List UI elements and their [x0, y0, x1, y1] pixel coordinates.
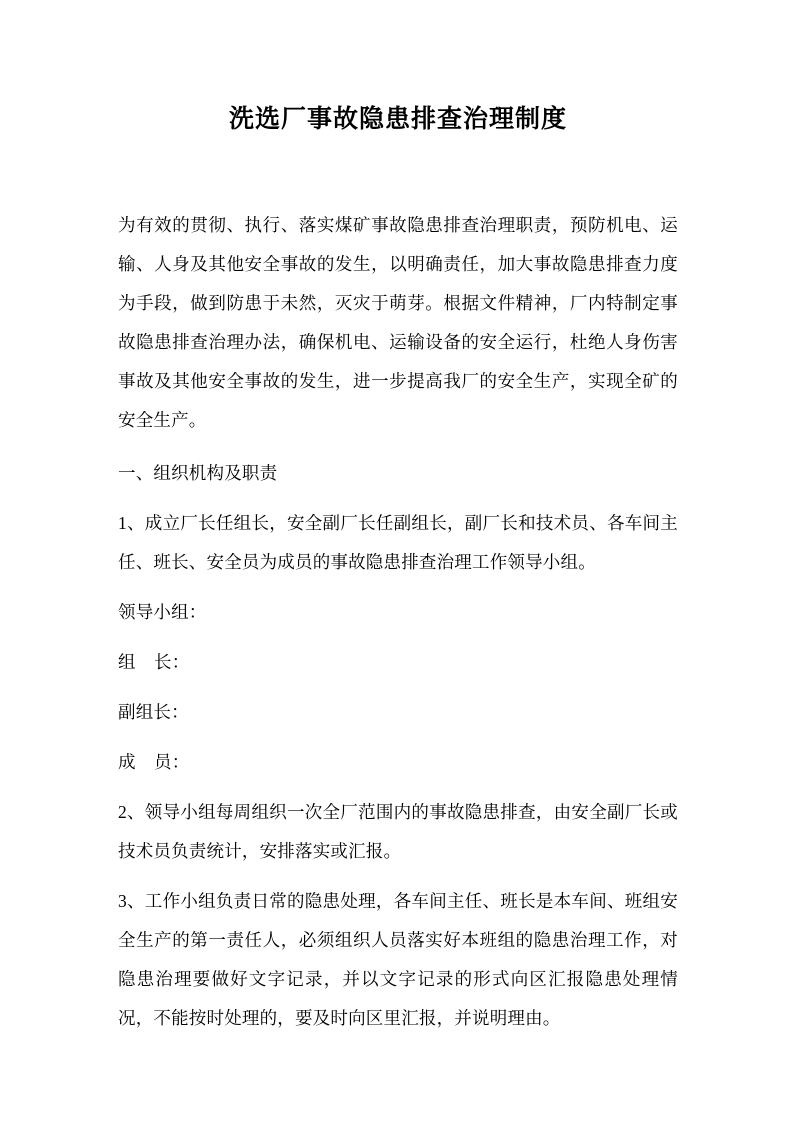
- section-heading-organization: 一、组织机构及职责: [118, 463, 278, 483]
- document-body: [118, 206, 678, 1038]
- page-title: 洗选厂事故隐患排查治理制度: [228, 106, 567, 133]
- paragraph-members: 成 员：: [118, 752, 190, 772]
- paragraph-intro: 为有效的贯彻、执行、落实煤矿事故隐患排查治理职责，预防机电、运输、人身及其他安全事故的发生，以明确责任，加大事故隐患排查力度为手段，做到防患于未然，灭灾于萌芽。根据文件精神，厂内特制定事故隐患排查治理办法，确保机电、运输设备的安全运行，杜绝人身伤害事故及其他安全事故的发生，进一步提高我厂的安全生产，实现全矿的安全生产。: [118, 215, 678, 430]
- paragraph-leader-group-label: 领导小组：: [118, 602, 207, 622]
- paragraph-deputy-leader: 副组长：: [118, 702, 189, 722]
- paragraph-item-1: 1、成立厂长任组长，安全副厂长任副组长，副厂长和技术员、各车间主任、班长、安全员为成员的事故隐患排查治理工作领导小组。: [118, 513, 678, 572]
- paragraph-item-2: 2、领导小组每周组织一次全厂范围内的事故隐患排查，由安全副厂长或技术员负责统计，安排落实或汇报。: [118, 802, 678, 861]
- paragraph-group-leader: 组 长：: [118, 652, 190, 672]
- paragraph-item-3: 3、工作小组负责日常的隐患处理，各车间主任、班长是本车间、班组安全生产的第一责任人，必须组织人员落实好本班组的隐患治理工作，对隐患治理要做好文字记录，并以文字记录的形式向区汇报隐患处理情况，不能按时处理的，要及时向区里汇报，并说明理由。: [118, 891, 678, 1028]
